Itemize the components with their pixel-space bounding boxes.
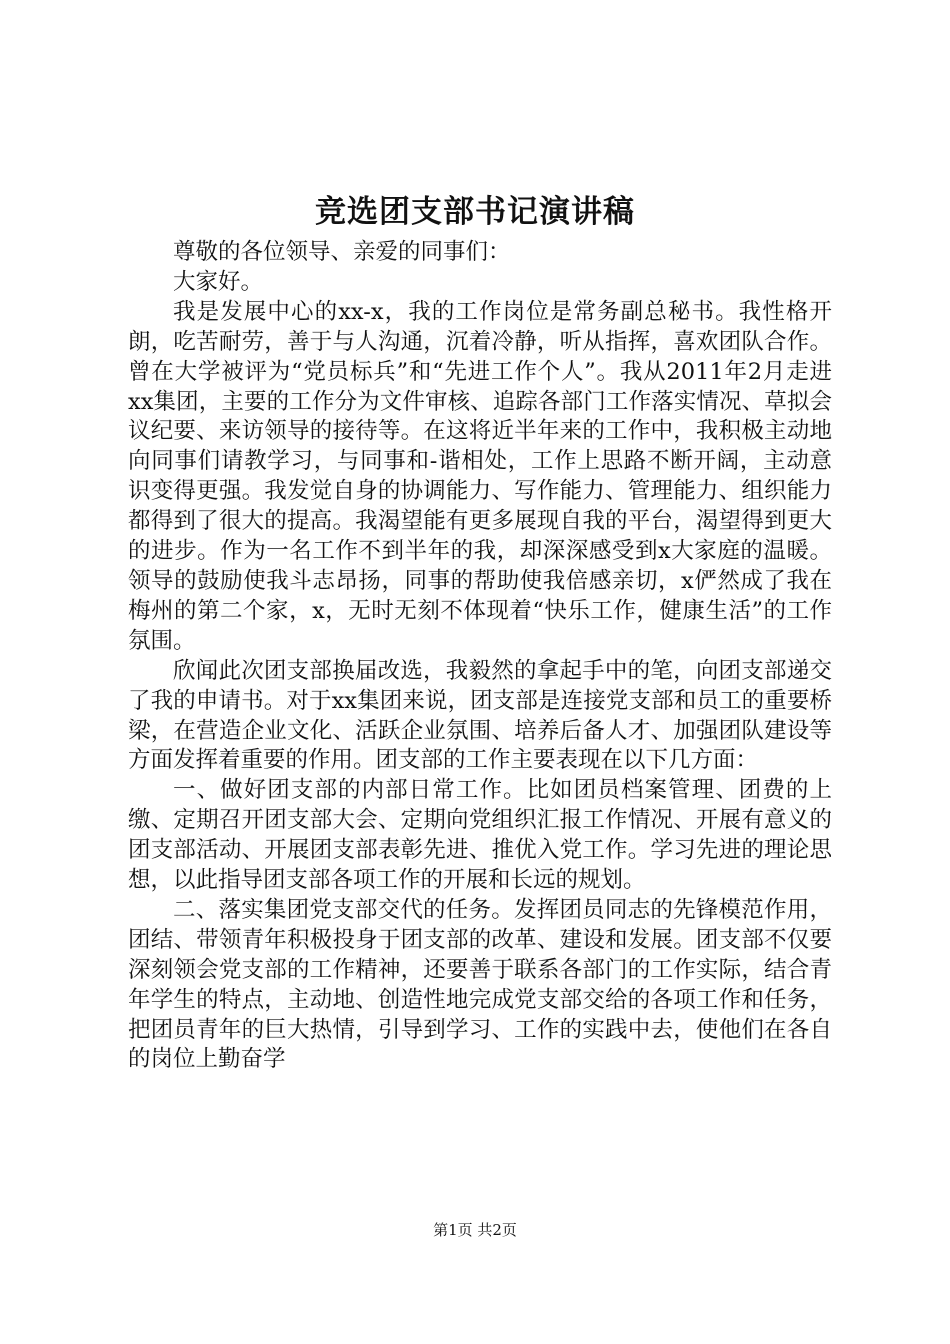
body-paragraph: 二、落实集团党支部交代的任务。发挥团员同志的先锋模范作用，团结、带领青年积极投身于团支部的改革、建设和发展。团支部不仅要深刻领会党支部的工作精神，还要善于联系各部门的工作实际，结合青年学生的特点，主动地、创造性地完成党支部交给的各项工作和任务，把团员青年的巨大热情，引导到学习、工作的实践中去，使他们在各自的岗位上勤奋学 bbox=[128, 896, 832, 1073]
page-number-footer: 第1页 共2页 bbox=[433, 1221, 517, 1239]
greeting: 大家好。 bbox=[173, 268, 264, 295]
body-paragraph: 我是发展中心的xx-x，我的工作岗位是常务副总秘书。我性格开朗，吃苦耐劳，善于与人沟通，沉着冷静，听从指挥，喜欢团队合作。曾在大学被评为“党员标兵”和“先进工作个人”。我从2011年2月走进xx集团，主要的工作分为文件审核、追踪各部门工作落实情况、草拟会议纪要、来访领导的接待等。在这将近半年来的工作中，我积极主动地向同事们请教学习，与同事和-谐相处，工作上思路不断开阔，主动意识变得更强。我发觉自身的协调能力、写作能力、管理能力、组织能力都得到了很大的提高。我渴望能有更多展现自我的平台，渴望得到更大的进步。作为一名工作不到半年的我，却深深感受到x大家庭的温暖。领导的鼓励使我斗志昂扬，同事的帮助使我倍感亲切，x俨然成了我在梅州的第二个家，x，无时无刻不体现着“快乐工作，健康生活”的工作氛围。 bbox=[128, 298, 832, 654]
body-paragraph: 欣闻此次团支部换届改选，我毅然的拿起手中的笔，向团支部递交了我的申请书。对于xx集团来说，团支部是连接党支部和员工的重要桥梁，在营造企业文化、活跃企业氛围、培养后备人才、加强团队建设等方面发挥着重要的作用。团支部的工作主要表现在以下几方面： bbox=[128, 657, 832, 774]
body-paragraph: 一、做好团支部的内部日常工作。比如团员档案管理、团费的上缴、定期召开团支部大会、定期向党组织汇报工作情况、开展有意义的团支部活动、开展团支部表彰先进、推优入党工作。学习先进的理论思想，以此指导团支部各项工作的开展和长远的规划。 bbox=[128, 777, 832, 894]
document-body bbox=[128, 238, 832, 1075]
salutation: 尊敬的各位领导、亲爱的同事们： bbox=[173, 239, 511, 265]
document-title: 竞选团支部书记演讲稿 bbox=[315, 194, 635, 230]
